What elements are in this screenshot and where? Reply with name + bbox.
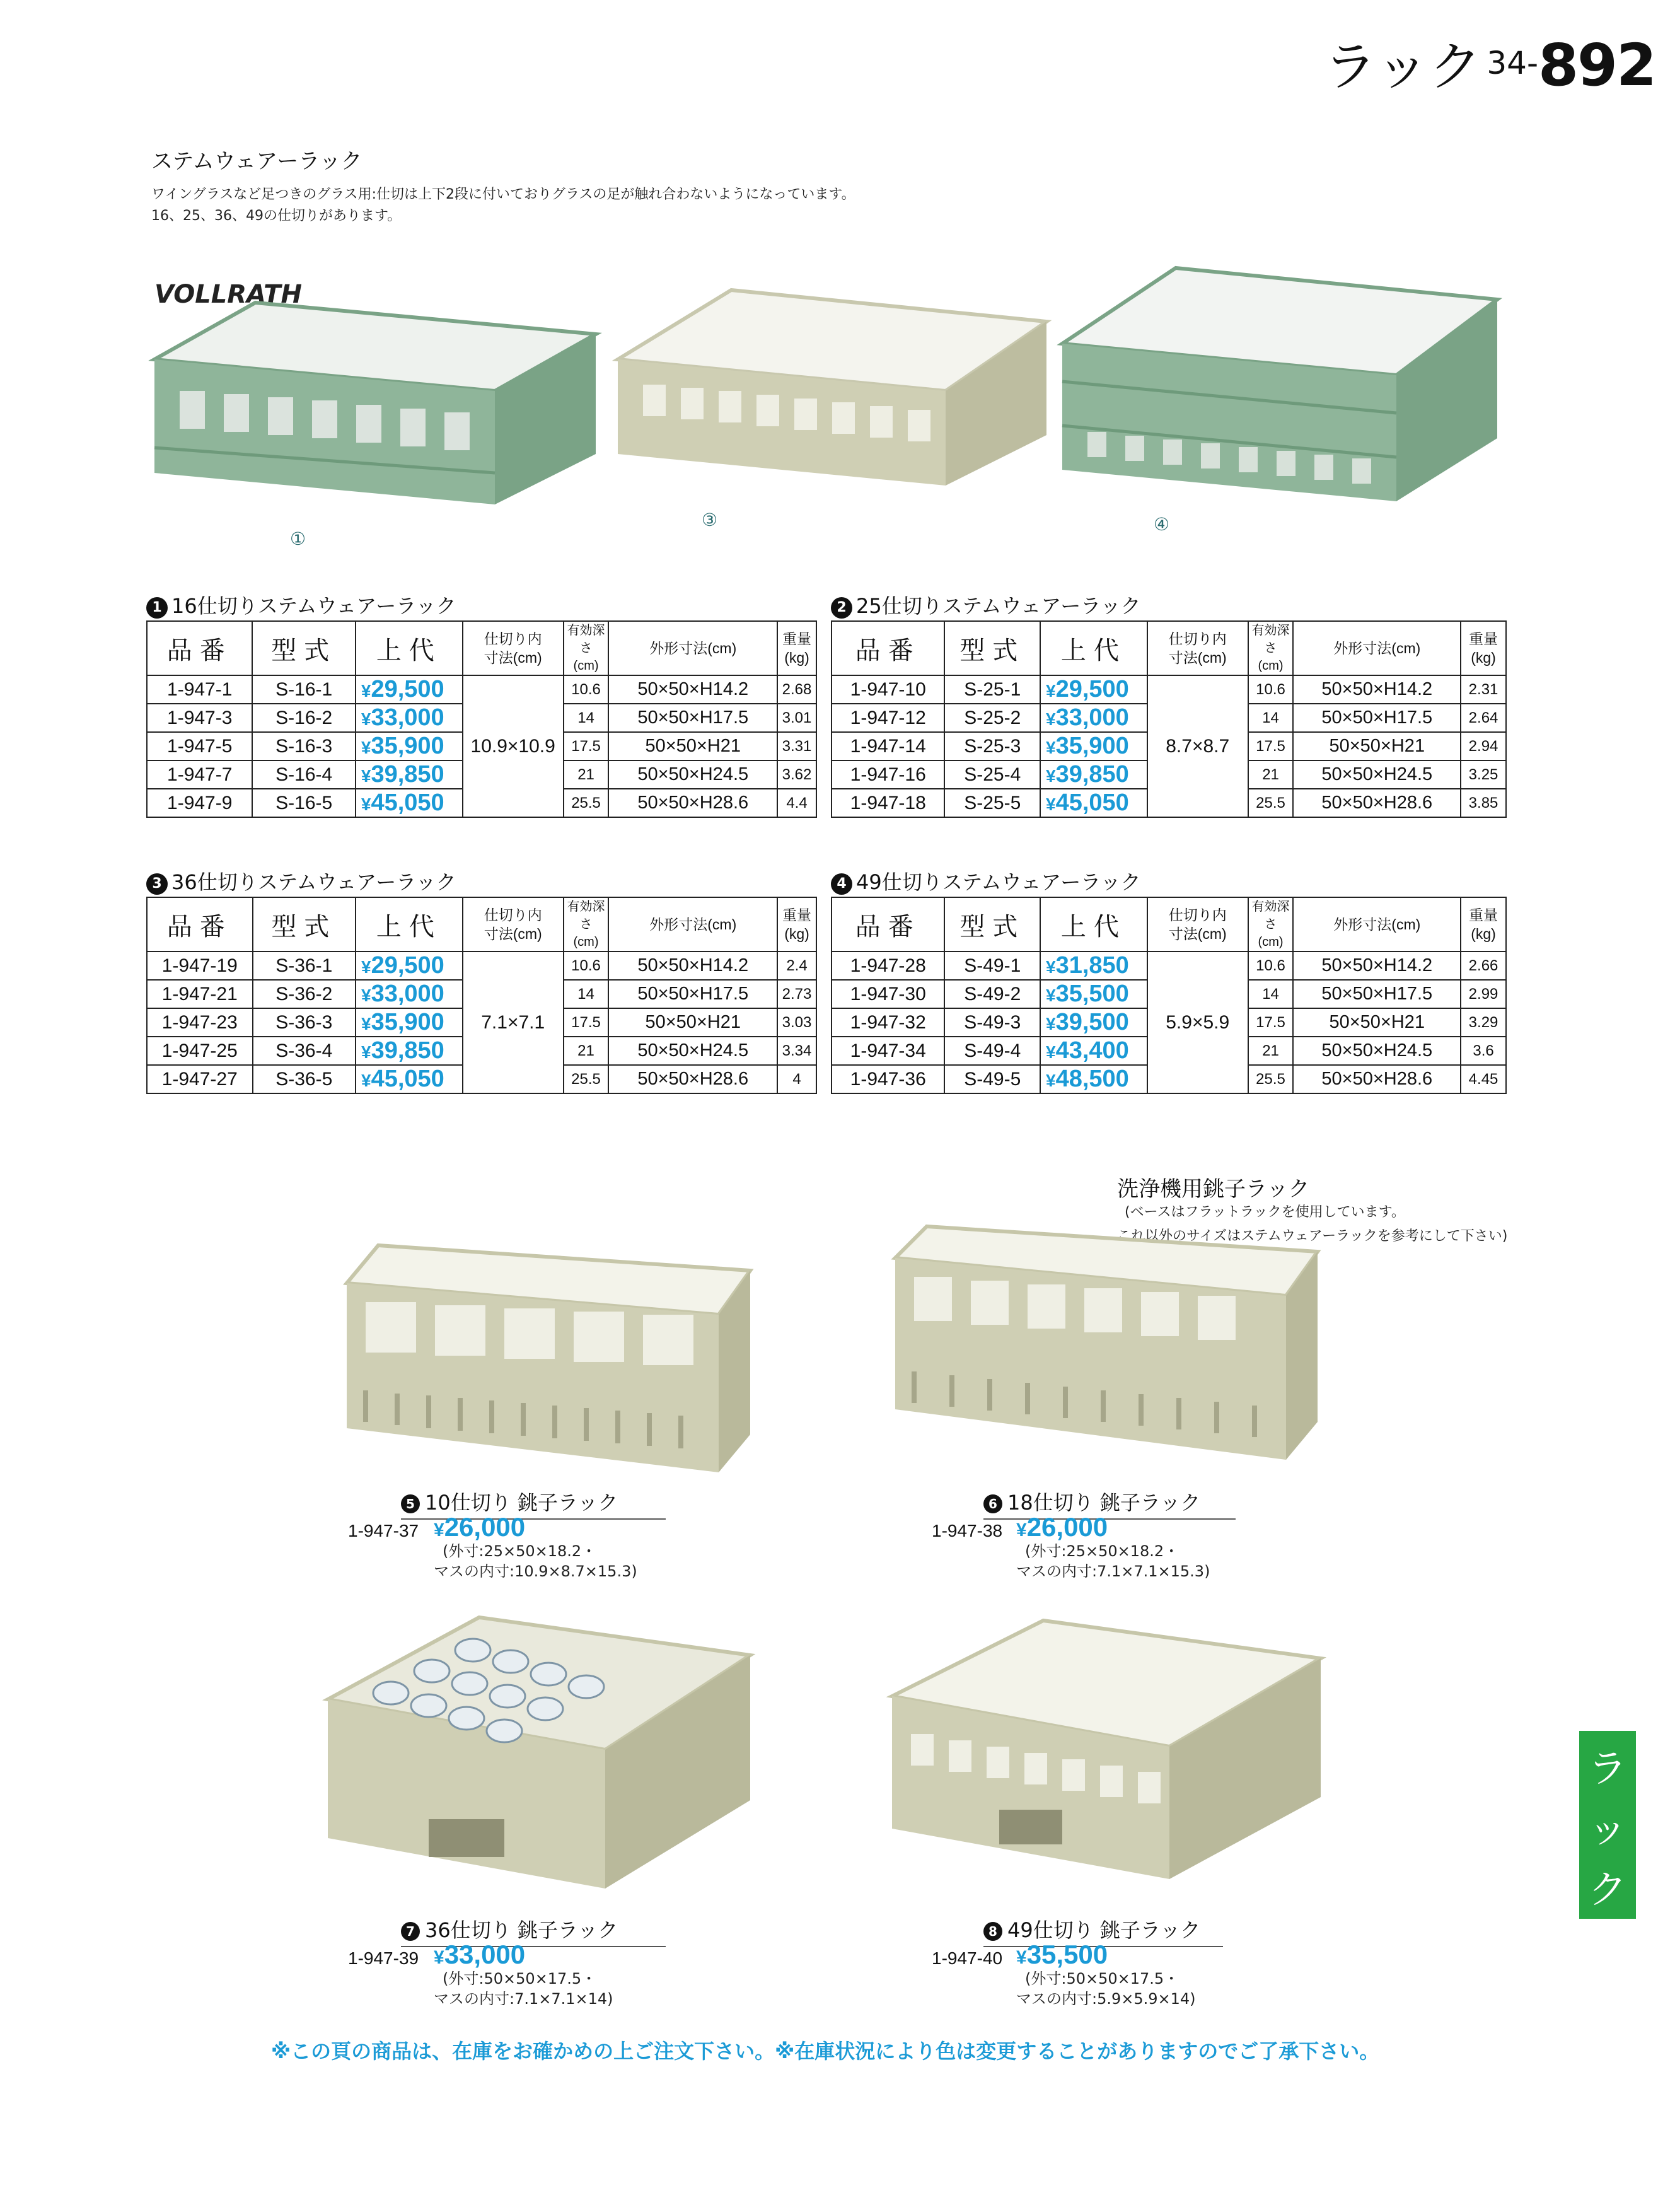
- item-7-number: 7: [401, 1922, 420, 1941]
- item-6-spec: (外寸:25×50×18.2・ マスの内寸:7.1×7.1×15.3): [1016, 1542, 1210, 1580]
- desc-line-2: 16、25、36、49の仕切りがあります。: [151, 208, 402, 224]
- item-7-name: 36仕切り 銚子ラック: [425, 1918, 618, 1942]
- item-8-price: ¥35,500: [1016, 1940, 1108, 1969]
- table-3-caption: [146, 866, 456, 895]
- item-6-name: 18仕切り 銚子ラック: [1007, 1491, 1201, 1515]
- photo-marker-1: ①: [290, 528, 306, 549]
- inner-size: 8.7×8.7: [1147, 675, 1248, 817]
- item-5-code: 1-947-37: [348, 1521, 419, 1540]
- item-7-spec: (外寸:50×50×17.5・ マスの内寸:7.1×7.1×14): [434, 1970, 613, 2008]
- inner-size: 5.9×5.9: [1147, 952, 1248, 1093]
- tokkuri-section-note: (ベースはフラットラックを使用しています。 これ以外のサイズはステムウェアーラックを参考にして下さい): [1117, 1204, 1508, 1244]
- page-header: [1324, 32, 1655, 98]
- table-row: 1-947-23 S-36-3 ¥35,900 17.5 50×50×H21 3.03: [147, 1008, 816, 1037]
- section-title: ステムウェアーラック: [151, 149, 362, 174]
- col-outer: 外形寸法(cm): [608, 621, 777, 675]
- table-row: 1-947-1 S-16-1 ¥29,500 10.9×10.9 10.6 50×50×H14.2 2.68: [147, 675, 816, 704]
- spec-table-2: 品番 型式 上代 仕切り内 寸法(cm) 有効深さ (cm) 外形寸法(cm) 重量 (kg) 1-947-10 S-25-1 ¥29,500 8.7×8.7 10.6 50×50×H14.2 2.31 1-947-12 S-25-2 ¥33,000 14 50×50×H17.5 2.64 1-947-14 S-25-3 ¥35,900 17.5 50×50×H21 2.94 1-947-16 S-25-4 ¥39,850 21 50×50×H24.5 3.25 1-947-18 S-25-5 ¥45,050 25.5 50×50×H28.6 3.85: [831, 620, 1507, 818]
- item-8-code: 1-947-40: [932, 1948, 1003, 1968]
- section-description: [151, 184, 855, 227]
- table-4-number: 4: [831, 873, 852, 895]
- photo-marker-4: ④: [1154, 514, 1170, 535]
- table-3-title: 36仕切りステムウェアーラック: [171, 870, 456, 894]
- tokkuri-photo-18: [889, 1220, 1324, 1472]
- col-inner: 仕切り内 寸法(cm): [463, 621, 564, 675]
- table-1-caption: [146, 590, 456, 619]
- tokkuri-section-title: 洗浄機用銚子ラック: [1117, 1177, 1310, 1202]
- item-8-name: 49仕切り 銚子ラック: [1007, 1918, 1201, 1942]
- table-row: 1-947-16 S-25-4 ¥39,850 21 50×50×H24.5 3.25: [832, 760, 1506, 789]
- table-row: 1-947-28 S-49-1 ¥31,850 5.9×5.9 10.6 50×50×H14.2 2.66: [832, 952, 1506, 980]
- col-part: 品番: [147, 621, 252, 675]
- table-2-number: 2: [831, 597, 852, 619]
- table-row: 1-947-36 S-49-5 ¥48,500 25.5 50×50×H28.6 4.45: [832, 1065, 1506, 1093]
- category-side-tab[interactable]: ラ ッ ク: [1579, 1731, 1636, 1919]
- col-price: 上代: [356, 621, 463, 675]
- col-depth: 有効深さ (cm): [564, 621, 609, 675]
- photo-marker-3: ③: [702, 509, 718, 530]
- item-6-code: 1-947-38: [932, 1521, 1003, 1540]
- tokkuri-photo-10: [340, 1233, 756, 1485]
- chapter-number: 34-: [1487, 45, 1538, 81]
- spec-table-4: 品番 型式 上代 仕切り内 寸法(cm) 有効深さ (cm) 外形寸法(cm) 重量 (kg) 1-947-28 S-49-1 ¥31,850 5.9×5.9 10.6 50×50×H14.2 2.66 1-947-30 S-49-2 ¥35,500 14 50×50×H17.5 2.99 1-947-32 S-49-3 ¥39,500 17.5 50×50×H21 3.29 1-947-34 S-49-4 ¥43,400 21 50×50×H24.5 3.6 1-947-36 S-49-5 ¥48,500 25.5 50×50×H28.6 4.45: [831, 897, 1507, 1094]
- item-5-name: 10仕切り 銚子ラック: [425, 1491, 618, 1515]
- item-8-number: 8: [983, 1922, 1002, 1941]
- item-6-number: 6: [983, 1494, 1002, 1513]
- tokkuri-photo-49: [886, 1608, 1327, 1885]
- brand-logo: VOLLRATH: [154, 280, 302, 309]
- table-row: 1-947-30 S-49-2 ¥35,500 14 50×50×H17.5 2.99: [832, 980, 1506, 1008]
- table-row: 1-947-34 S-49-4 ¥43,400 21 50×50×H24.5 3.6: [832, 1037, 1506, 1065]
- table-3-number: 3: [146, 873, 168, 895]
- table-row: 1-947-3 S-16-2 ¥33,000 14 50×50×H17.5 3.01: [147, 704, 816, 732]
- table-4-caption: [831, 866, 1141, 895]
- table-row: 1-947-5 S-16-3 ¥35,900 17.5 50×50×H21 3.31: [147, 732, 816, 760]
- table-2-title: 25仕切りステムウェアーラック: [856, 594, 1141, 618]
- page-number: 892: [1538, 32, 1656, 99]
- page-title: ラック: [1324, 36, 1482, 98]
- table-2-caption: [831, 590, 1141, 619]
- table-row: 1-947-21 S-36-2 ¥33,000 14 50×50×H17.5 2.73: [147, 980, 816, 1008]
- rack-photo-49: [1050, 243, 1504, 508]
- table-row: 1-947-9 S-16-5 ¥45,050 25.5 50×50×H28.6 4.4: [147, 789, 816, 817]
- table-row: 1-947-27 S-36-5 ¥45,050 25.5 50×50×H28.6 4: [147, 1065, 816, 1093]
- table-4-title: 49仕切りステムウェアーラック: [856, 870, 1141, 894]
- rack-photo-16: [142, 265, 608, 517]
- item-7-code: 1-947-39: [348, 1948, 419, 1968]
- item-6-price: ¥26,000: [1016, 1512, 1108, 1542]
- table-1-title: 16仕切りステムウェアーラック: [171, 594, 456, 618]
- table-row: 1-947-25 S-36-4 ¥39,850 21 50×50×H24.5 3.34: [147, 1037, 816, 1065]
- spec-table-1: [146, 620, 817, 818]
- item-5-spec: (外寸:25×50×18.2・ マスの内寸:10.9×8.7×15.3): [434, 1542, 637, 1580]
- table-row: 1-947-7 S-16-4 ¥39,850 21 50×50×H24.5 3.62: [147, 760, 816, 789]
- spec-table-3: 品番 型式 上代 仕切り内 寸法(cm) 有効深さ (cm) 外形寸法(cm) 重量 (kg) 1-947-19 S-36-1 ¥29,500 7.1×7.1 10.6 50×50×H14.2 2.4 1-947-21 S-36-2 ¥33,000 14 50×50×H17.5 2.73 1-947-23 S-36-3 ¥35,900 17.5 50×50×H21 3.03 1-947-25 S-36-4 ¥39,850 21 50×50×H24.5 3.34 1-947-27 S-36-5 ¥45,050 25.5 50×50×H28.6 4: [146, 897, 817, 1094]
- table-1-number: 1: [146, 597, 168, 619]
- table-row: 1-947-14 S-25-3 ¥35,900 17.5 50×50×H21 2.94: [832, 732, 1506, 760]
- table-row: 1-947-32 S-49-3 ¥39,500 17.5 50×50×H21 3.29: [832, 1008, 1506, 1037]
- table-row: 1-947-12 S-25-2 ¥33,000 14 50×50×H17.5 2.64: [832, 704, 1506, 732]
- tokkuri-photo-36: [322, 1605, 756, 1895]
- table-row: 1-947-18 S-25-5 ¥45,050 25.5 50×50×H28.6 3.85: [832, 789, 1506, 817]
- col-model: 型式: [252, 621, 355, 675]
- inner-size: 10.9×10.9: [463, 675, 564, 817]
- item-5-price: ¥26,000: [434, 1512, 526, 1542]
- item-7-price: ¥33,000: [434, 1940, 526, 1969]
- item-8-spec: (外寸:50×50×17.5・ マスの内寸:5.9×5.9×14): [1016, 1970, 1196, 2008]
- rack-photo-25: [605, 252, 1059, 492]
- table-row: 1-947-19 S-36-1 ¥29,500 7.1×7.1 10.6 50×50×H14.2 2.4: [147, 952, 816, 980]
- inner-size: 7.1×7.1: [463, 952, 564, 1093]
- item-5-number: 5: [401, 1494, 420, 1513]
- table-row: 1-947-10 S-25-1 ¥29,500 8.7×8.7 10.6 50×50×H14.2 2.31: [832, 675, 1506, 704]
- col-weight: 重量 (kg): [777, 621, 816, 675]
- desc-line-1: ワイングラスなど足つきのグラス用:仕切は上下2段に付いておりグラスの足が触れ合わないようになっています。: [151, 187, 855, 202]
- footer-notice: ※この頁の商品は、在庫をお確かめの上ご注文下さい。※在庫状況により色は変更することがありますのでご了承下さい。: [271, 2039, 1380, 2063]
